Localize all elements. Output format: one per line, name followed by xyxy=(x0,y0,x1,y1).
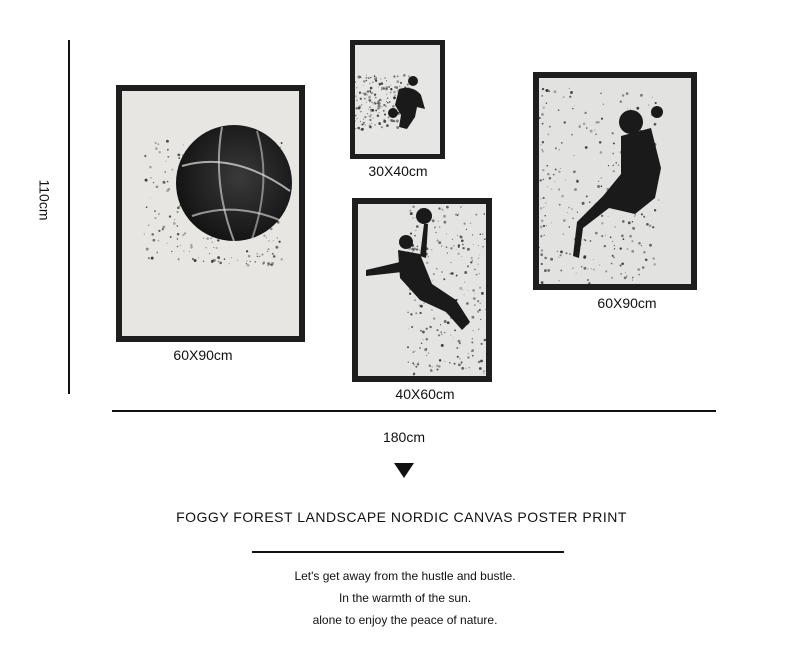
leaping-player-particle-art xyxy=(539,78,691,284)
poster-frame-dunking xyxy=(352,198,492,382)
poster-frame-basketball xyxy=(116,85,305,342)
poster-frame-leaping xyxy=(533,72,697,290)
poster-size-label: 40X60cm xyxy=(395,386,455,402)
poster-size-label: 60X90cm xyxy=(597,295,657,311)
poster-frame-dribbling xyxy=(350,40,445,159)
tagline-line: In the warmth of the sun. xyxy=(338,591,472,605)
down-triangle-icon xyxy=(394,463,414,478)
poster-size-label: 60X90cm xyxy=(173,347,233,363)
height-dimension-label: 110cm xyxy=(35,179,52,221)
title-divider xyxy=(252,551,564,553)
width-dimension-line xyxy=(112,410,716,412)
dunking-player-particle-art xyxy=(358,204,486,376)
basketball-particle-art xyxy=(122,91,299,336)
height-dimension-line xyxy=(68,40,70,394)
dribbling-player-particle-art xyxy=(355,45,440,154)
tagline-line: alone to enjoy the peace of nature. xyxy=(312,613,498,627)
poster-size-label: 30X40cm xyxy=(368,163,428,179)
width-dimension-label: 180cm xyxy=(382,429,426,445)
product-title: FOGGY FOREST LANDSCAPE NORDIC CANVAS POSTER PRINT xyxy=(176,509,627,525)
tagline-line: Let's get away from the hustle and bustle. xyxy=(294,569,516,583)
